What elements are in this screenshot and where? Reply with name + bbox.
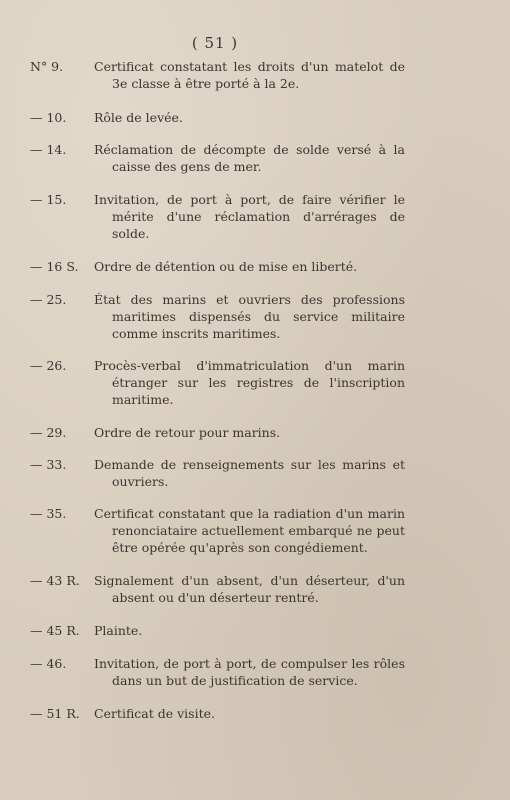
entry-text: Réclamation de décompte de solde versé à la caisse des gens de mer. bbox=[94, 142, 405, 174]
list-item bbox=[30, 357, 405, 408]
list-item bbox=[30, 191, 405, 242]
entry-number: — 15. bbox=[30, 192, 67, 207]
entry-text: Demande de renseignements sur les marins et ouvriers. bbox=[94, 457, 405, 489]
entry-text: Certificat de visite. bbox=[94, 706, 215, 721]
list-item bbox=[30, 622, 405, 639]
entry-number: — 35. bbox=[30, 506, 67, 521]
entry-number: — 29. bbox=[30, 425, 67, 440]
list-item bbox=[30, 424, 405, 441]
entry-number: — 51 R. bbox=[30, 706, 80, 721]
entry-text: Ordre de détention ou de mise en liberté. bbox=[94, 259, 358, 274]
entry-text: Plainte. bbox=[94, 623, 143, 638]
list-item bbox=[30, 705, 405, 722]
list-item bbox=[30, 109, 405, 126]
entry-number: — 33. bbox=[30, 457, 67, 472]
entry-number: — 26. bbox=[30, 358, 67, 373]
entry-number: — 25. bbox=[30, 292, 67, 307]
list-item bbox=[30, 655, 405, 689]
entry-number: — 45 R. bbox=[30, 623, 80, 638]
entry-number: — 43 R. bbox=[30, 573, 80, 588]
entry-number: — 14. bbox=[30, 142, 67, 157]
entry-number: — 46. bbox=[30, 656, 67, 671]
entry-text: Invitation, de port à port, de compulser les rôles dans un but de justification de service. bbox=[94, 656, 405, 688]
entry-text: Ordre de retour pour marins. bbox=[94, 425, 281, 440]
list-item bbox=[30, 456, 405, 490]
entry-text: Certificat constatant les droits d'un matelot de 3e classe à être porté à la 2e. bbox=[94, 59, 405, 91]
entry-text: Signalement d'un absent, d'un déserteur, d'un absent ou d'un déserteur rentré. bbox=[94, 573, 405, 605]
list-item bbox=[30, 572, 405, 606]
list-item bbox=[30, 505, 405, 556]
entry-text: État des marins et ouvriers des professions maritimes dispensés du service militaire comme inscrits maritimes. bbox=[94, 292, 405, 341]
list-item bbox=[30, 141, 405, 175]
list-item bbox=[30, 58, 405, 92]
entry-text: Invitation, de port à port, de faire vérifier le mérite d'une réclamation d'arrérages de solde. bbox=[94, 192, 405, 241]
entry-text: Rôle de levée. bbox=[94, 110, 183, 125]
entry-number: — 16 S. bbox=[30, 259, 79, 274]
page-number: ( 51 ) bbox=[191, 34, 239, 52]
entry-list bbox=[30, 58, 405, 722]
list-item bbox=[30, 291, 405, 342]
list-item bbox=[30, 258, 405, 275]
entry-text: Certificat constatant que la radiation d'un marin renonciataire actuellement embarqué ne peut être opérée qu'après son congédiement. bbox=[94, 506, 405, 555]
entry-text: Procès-verbal d'immatriculation d'un marin étranger sur les registres de l'inscription maritime. bbox=[94, 358, 405, 407]
entry-number: — 10. bbox=[30, 110, 67, 125]
entry-number: N° 9. bbox=[30, 59, 64, 74]
